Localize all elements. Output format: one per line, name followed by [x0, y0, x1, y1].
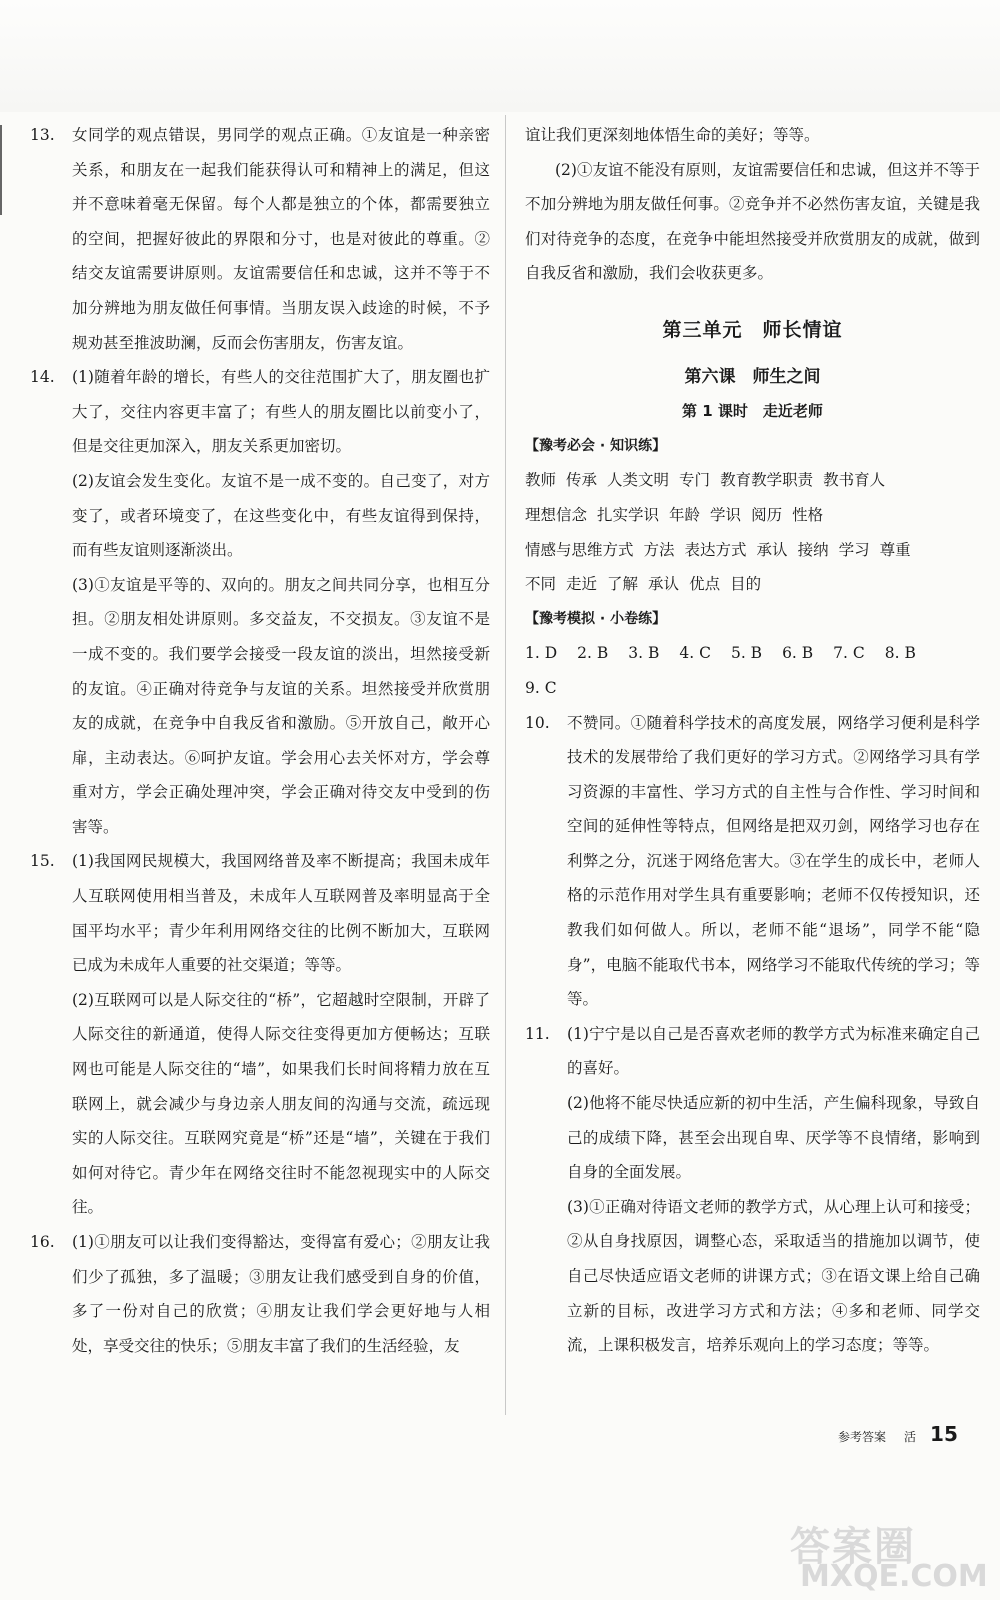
keyword: 学识	[710, 505, 742, 524]
answer-part-1: (1)随着年龄的增长，有些人的交往范围扩大了，朋友圈也扩大了，交往内容更丰富了；有些人的朋友圈比以前变小了，但是交往更加深入，朋友关系更加密切。	[72, 368, 490, 456]
keyword: 承认	[648, 575, 680, 594]
answer-16-part-2: (2)①友谊不能没有原则，友谊需要信任和忠诚，但这并不等于不加分辨地为朋友做任何事。②竞争并不必然伤害友谊，关键是我们对待竞争的态度，在竞争中能坦然接受并欣赏朋友的成就，做到自我反省和激励，我们会收获更多。	[525, 160, 980, 283]
choice-answer: 8. B	[884, 644, 916, 663]
page-footer	[838, 1422, 958, 1446]
right-column	[525, 118, 980, 1363]
answer-13	[30, 118, 490, 360]
choice-answer: 1. D	[525, 644, 558, 663]
keyword: 扎实学识	[597, 505, 660, 524]
answer-part-1: (1)宁宁是以自己是否喜欢老师的教学方式为标准来确定自己的喜好。	[567, 1024, 980, 1078]
choice-answer: 6. B	[782, 644, 814, 663]
choice-answer: 7. C	[833, 644, 865, 663]
keyword: 教师	[525, 471, 557, 490]
keyword: 不同	[525, 575, 557, 594]
answer-part-3: (3)①友谊是平等的、双向的。朋友之间共同分享，也相互分担。②朋友相处讲原则。多交益友，不交损友。③友谊不是一成不变的。我们要学会接受一段友谊的淡出，坦然接受新的友谊。④正确对待竞争与友谊的关系。坦然接受并欣赏朋友的成就，在竞争中自我反省和激励。⑤开放自己，敞开心扉，主动表达。⑥呵护友谊。学会用心去关怀对方，学会尊重对方，学会正确处理冲突，学会正确对待交友中受到的伤害等。	[72, 575, 490, 836]
keyword: 方法	[643, 540, 675, 559]
footer-label: 参考答案	[838, 1430, 887, 1444]
keyword-row	[525, 498, 980, 533]
choice-answer: 3. B	[628, 644, 660, 663]
keyword: 专门	[679, 471, 711, 490]
lesson-title: 第六课 师生之间	[684, 366, 821, 387]
keyword: 了解	[607, 575, 639, 594]
period-title: 第 1 课时 走近老师	[682, 402, 823, 421]
question-number: 13.	[30, 126, 55, 144]
answer-text: 不赞同。①随着科学技术的高度发展，网络学习便利是科学技术的发展带给了我们更好的学习方式。②网络学习具有学习资源的丰富性、学习方式的自主性与合作性、学习时间和空间的延伸性等特点，但网络是把双刃剑，网络学习也存在利弊之分，沉迷于网络危害大。③在学生的成长中，老师人格的示范作用对学生具有重要影响；老师不仅传授知识，还教我们如何做人。所以，老师不能“退场”，同学不能“隐身”，电脑不能取代书本，网络学习不能取代传统的学习；等等。	[567, 713, 980, 1009]
page-top-margin	[0, 0, 1000, 112]
keyword: 优点	[689, 575, 721, 594]
answer-part-1: (1)①朋友可以让我们变得豁达，变得富有爱心；②朋友让我们少了孤独，多了温暖；③朋友让我们感受到自身的价值，多了一份对自己的欣赏；④朋友让我们学会更好地与人相处，享受交往的快乐；⑤朋友丰富了我们的生活经验，友	[72, 1233, 490, 1355]
answer-part-2: (2)他将不能尽快适应新的初中生活，产生偏科现象，导致自己的成绩下降，甚至会出现自卑、厌学等不良情绪，影响到自身的全面发展。	[567, 1094, 980, 1182]
question-number: 10.	[525, 713, 550, 732]
section-heading-mock: 【豫考模拟 · 小卷练】	[525, 610, 667, 627]
question-number: 16.	[30, 1233, 55, 1251]
keyword: 目的	[730, 575, 762, 594]
answer-part-3: (3)①正确对待语文老师的教学方式，从心理上认可和接受；②从自身找原因，调整心态，采取适当的措施加以调节，使自己尽快适应语文老师的讲课方式；③在语文课上给自己确立新的目标，改进学习方式和方法；④多和老师、同学交流，上课积极发言，培养乐观向上的学习态度；等等。	[567, 1197, 980, 1355]
keyword-row	[525, 567, 980, 602]
column-divider	[505, 115, 506, 1415]
keyword: 情感与思维方式	[525, 540, 634, 559]
answer-14	[30, 360, 490, 844]
answer-10	[525, 706, 980, 1017]
keyword-row	[525, 533, 980, 568]
keyword: 学习	[838, 540, 870, 559]
section-heading-knowledge: 【豫考必会 · 知识练】	[525, 437, 667, 454]
keyword: 尊重	[879, 540, 911, 559]
keyword: 人类文明	[607, 471, 670, 490]
keyword: 理想信念	[525, 505, 588, 524]
choice-answer: 2. B	[577, 644, 609, 663]
keyword: 承认	[756, 540, 788, 559]
question-number: 11.	[525, 1024, 550, 1043]
keyword-row	[525, 463, 980, 498]
watermark-en: MXQE.COM	[800, 1559, 988, 1594]
binding-mark	[0, 125, 2, 215]
keyword: 表达方式	[684, 540, 747, 559]
keyword: 性格	[792, 505, 824, 524]
answer-part-2: (2)友谊会发生变化。友谊不是一成不变的。自己变了，对方变了，或者环境变了，在这些变化中，有些友谊得到保持，而有些友谊则逐渐淡出。	[72, 471, 490, 560]
unit-title: 第三单元 师长情谊	[662, 318, 843, 341]
footer-subject: 活	[904, 1430, 917, 1444]
answer-text: 女同学的观点错误，男同学的观点正确。①友谊是一种亲密关系，和朋友在一起我们能获得认可和精神上的满足，但这并不意味着毫无保留。每个人都是独立的个体，都需要独立的空间，把握好彼此的界限和分寸，也是对彼此的尊重。②结交友谊需要讲原则。友谊需要信任和忠诚，这并不等于不加分辨地为朋友做任何事情。当朋友误入歧途的时候，不予规劝甚至推波助澜，反而会伤害朋友，伤害友谊。	[72, 126, 490, 352]
keyword: 传承	[566, 471, 598, 490]
choice-answers	[525, 636, 980, 671]
answer-16-continued: 谊让我们更深刻地体悟生命的美好；等等。	[525, 126, 820, 144]
keyword: 年龄	[669, 505, 701, 524]
answer-part-1: (1)我国网民规模大，我国网络普及率不断提高；我国未成年人互联网使用相当普及，未成年人互联网普及率明显高于全国平均水平；青少年利用网络交往的比例不断加大，互联网已成为未成年人重要的社交渠道；等等。	[72, 852, 490, 975]
keyword: 教育教学职责	[720, 471, 814, 490]
choice-answer: 4. C	[679, 644, 711, 663]
keyword: 教书育人	[823, 471, 886, 490]
keyword: 接纳	[797, 540, 829, 559]
page-number: 15	[930, 1422, 958, 1446]
answer-part-2: (2)互联网可以是人际交往的“桥”，它超越时空限制，开辟了人际交往的新通道，使得人际交往变得更加方便畅达；互联网也可能是人际交往的“墙”，如果我们长时间将精力放在互联网上，就会减少与身边亲人朋友间的沟通与交流，疏远现实的人际交往。互联网究竟是“桥”还是“墙”，关键在于我们如何对待它。青少年在网络交往时不能忽视现实中的人际交往。	[72, 990, 490, 1217]
keyword: 阅历	[751, 505, 783, 524]
choice-answer-9: 9. C	[525, 678, 557, 697]
choice-answer: 5. B	[730, 644, 763, 663]
watermark-cn: 答案圈	[790, 1524, 916, 1570]
watermark-logo	[790, 1515, 990, 1595]
left-column	[30, 118, 490, 1363]
keyword: 走近	[566, 575, 598, 594]
answer-11	[525, 1017, 980, 1363]
question-number: 15.	[30, 852, 55, 871]
answer-16	[30, 1225, 490, 1363]
answer-15	[30, 844, 490, 1225]
question-number: 14.	[30, 368, 55, 387]
